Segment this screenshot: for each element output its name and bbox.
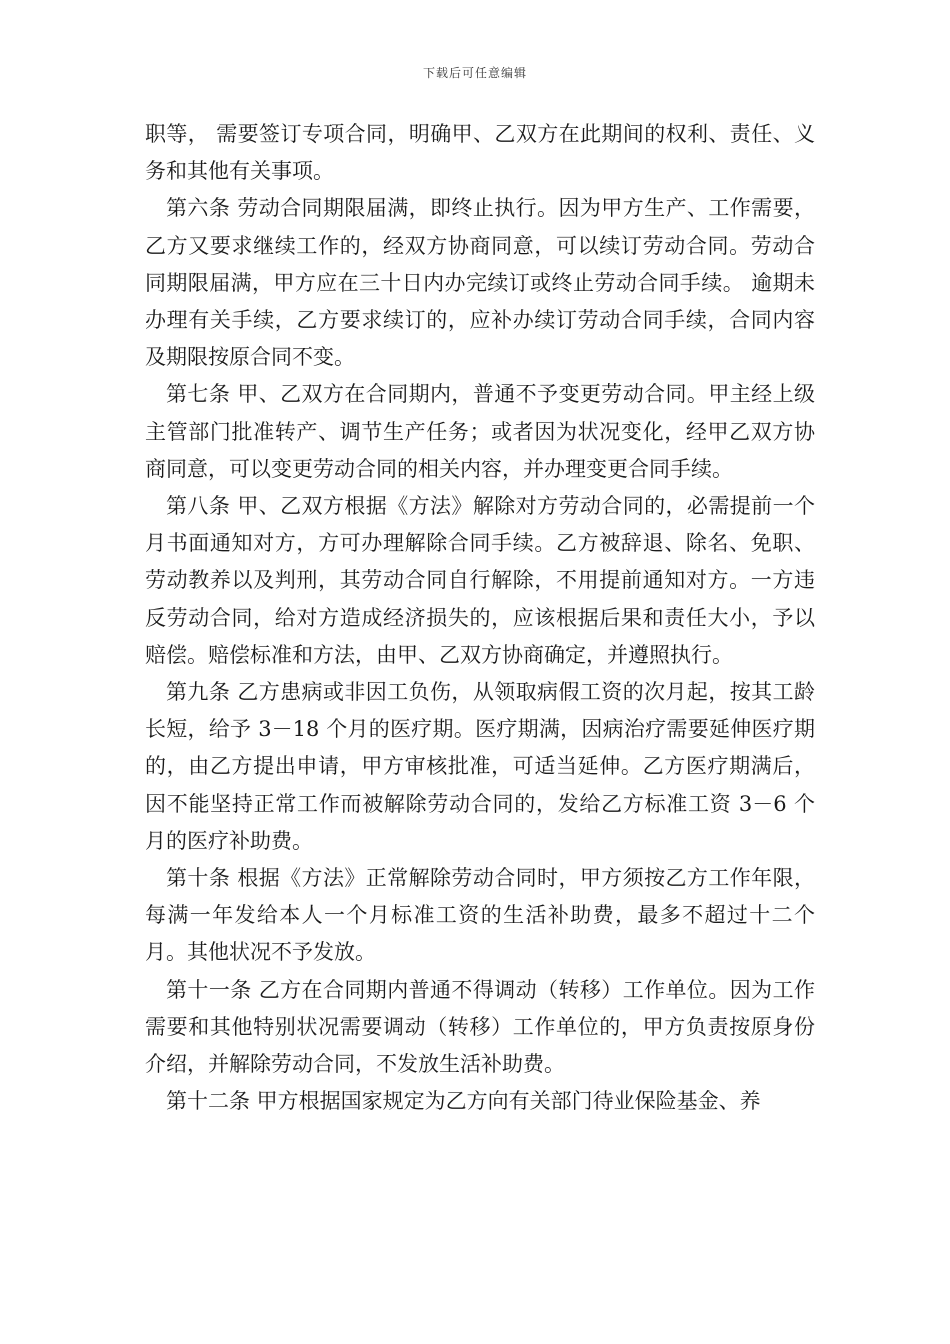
paragraph-article-9: 第九条 乙方患病或非因工负伤，从领取病假工资的次月起，按其工龄长短，给予 3－18 个月的医疗期。医疗期满，因病治疗需要延伸医疗期的，由乙方提出申请，甲方审核批准，可适当延伸。乙方医疗期满后， 因不能坚持正常工作而被解除劳动合同的，发给乙方标准工资 3－6 个月的医疗补助费。 [145,680,815,853]
paragraph-article-10: 第十条 根据《方法》正常解除劳动合同时，甲方须按乙方工作年限， 每满一年发给本人一个月标准工资的生活补助费，最多不超过十二个月。其他状况不予发放。 [145,866,815,965]
paragraph-article-8: 第八条 甲、乙双方根据《方法》解除对方劳动合同的，必需提前一个月书面通知对方，方可办理解除合同手续。乙方被辞退、除名、免职、劳动教养以及判刑，其劳动合同自行解除，不用提前通知对方。一方违反劳动合同，给对方造成经济损失的，应该根据后果和责任大小，予以赔偿。赔偿标准和方法，由甲、乙双方协商确定，并遵照执行。 [145,494,815,667]
paragraph-article-7: 第七条 甲、乙双方在合同期内，普通不予变更劳动合同。甲主经上级主管部门批准转产、调节生产任务；或者因为状况变化，经甲乙双方协商同意，可以变更劳动合同的相关内容，并办理变更合同手续。 [145,382,815,481]
paragraph-continuation: 职等， 需要签订专项合同，明确甲、乙双方在此期间的权利、责任、义务和其他有关事项。 [145,122,815,184]
document-body [145,116,815,1120]
paragraph-article-12: 第十二条 甲方根据国家规定为乙方向有关部门待业保险基金、养 [166,1089,761,1114]
page-header: 下载后可任意编辑 [422,66,527,80]
paragraph-article-6: 第六条 劳动合同期限届满，即终止执行。因为甲方生产、工作需要，乙方又要求继续工作的，经双方协商同意，可以续订劳动合同。劳动合同期限届满，甲方应在三十日内办完续订或终止劳动合同手续。 逾期未办理有关手续，乙方要求续订的，应补办续订劳动合同手续，合同内容及期限按原合同不变。 [145,196,815,370]
paragraph-article-11: 第十一条 乙方在合同期内普通不得调动（转移）工作单位。因为工作需要和其他特别状况需要调动（转移）工作单位的，甲方负责按原身份介绍，并解除劳动合同，不发放生活补助费。 [145,977,815,1077]
